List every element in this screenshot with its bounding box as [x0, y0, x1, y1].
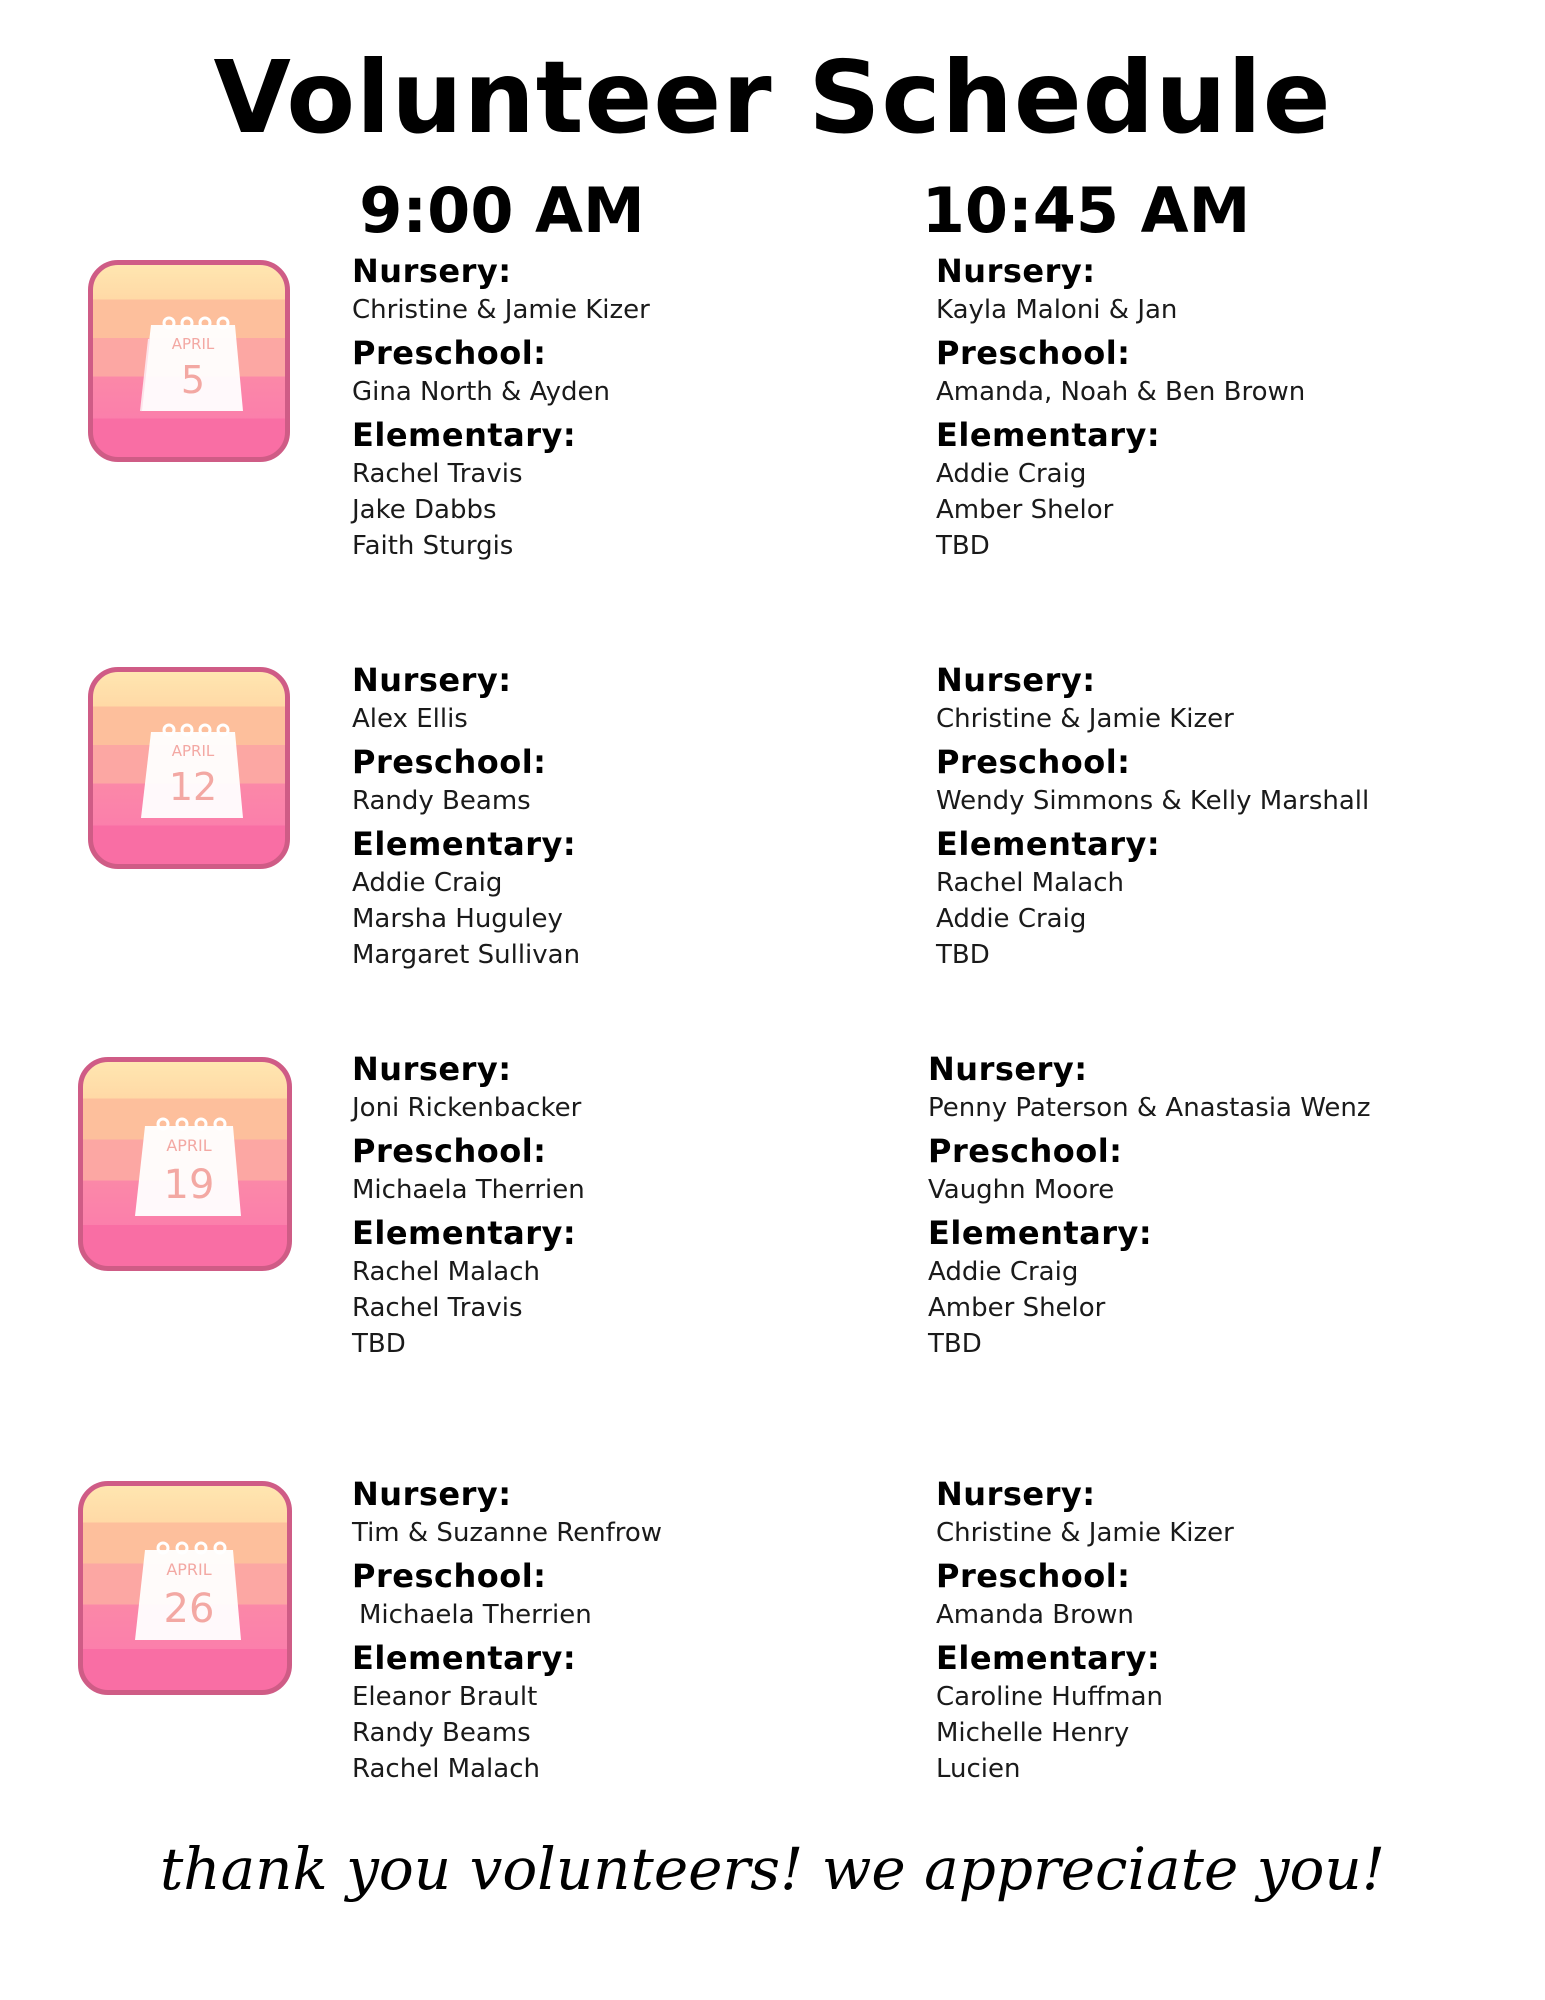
elementary-volunteer: Rachel Malach: [352, 1257, 540, 1287]
nursery-label: Nursery:: [352, 1050, 512, 1088]
time-header-1045: 10:45 AM: [921, 174, 1251, 247]
nursery-label: Nursery:: [936, 252, 1096, 290]
elementary-volunteer: TBD: [936, 531, 990, 561]
elementary-volunteer: Addie Craig: [936, 459, 1087, 489]
calendar-day: 26: [163, 1586, 215, 1632]
preschool-volunteer: Wendy Simmons & Kelly Marshall: [936, 786, 1370, 816]
calendar-month: APRIL: [166, 1136, 212, 1155]
preschool-label: Preschool:: [352, 334, 547, 372]
slot-w2-900: [352, 663, 912, 973]
preschool-volunteer: Randy Beams: [352, 786, 531, 816]
slot-w1-1045: [936, 254, 1496, 564]
nursery-label: Nursery:: [352, 661, 512, 699]
nursery-volunteer: Christine & Jamie Kizer: [936, 1518, 1234, 1548]
calendar-icon-april-5: [88, 260, 290, 462]
calendar-icon-april-26: [78, 1481, 292, 1695]
nursery-volunteer: Joni Rickenbacker: [352, 1093, 582, 1123]
nursery-volunteer: Christine & Jamie Kizer: [352, 295, 650, 325]
nursery-volunteer: Kayla Maloni & Jan: [936, 295, 1178, 325]
elementary-volunteer: Margaret Sullivan: [352, 940, 581, 970]
preschool-volunteer: Vaughn Moore: [928, 1175, 1115, 1205]
elementary-volunteer: Rachel Travis: [352, 1293, 523, 1323]
preschool-volunteer: Amanda Brown: [936, 1600, 1134, 1630]
elementary-volunteer: Addie Craig: [936, 904, 1087, 934]
slot-w3-900: [352, 1052, 912, 1362]
time-header-900: 9:00 AM: [359, 174, 645, 247]
slot-w4-900: [352, 1477, 912, 1787]
calendar-month: APRIL: [171, 335, 215, 353]
preschool-label: Preschool:: [928, 1132, 1123, 1170]
calendar-icon-april-19: [78, 1057, 292, 1271]
elementary-label: Elementary:: [936, 416, 1161, 454]
elementary-volunteer: Rachel Malach: [352, 1754, 540, 1784]
elementary-volunteer: Faith Sturgis: [352, 531, 514, 561]
preschool-label: Preschool:: [936, 334, 1131, 372]
preschool-volunteer: Gina North & Ayden: [352, 377, 610, 407]
elementary-label: Elementary:: [936, 1639, 1161, 1677]
preschool-label: Preschool:: [352, 1132, 547, 1170]
nursery-volunteer: Penny Paterson & Anastasia Wenz: [928, 1093, 1371, 1123]
thank-you-message: thank you volunteers! we appreciate you!: [159, 1835, 1386, 1903]
calendar-icon-april-12: [88, 667, 290, 869]
elementary-volunteer: Rachel Travis: [352, 459, 523, 489]
elementary-volunteer: Addie Craig: [352, 868, 503, 898]
elementary-volunteer: Randy Beams: [352, 1718, 531, 1748]
nursery-volunteer: Alex Ellis: [352, 704, 468, 734]
page-title: Volunteer Schedule: [213, 39, 1332, 156]
nursery-label: Nursery:: [352, 1475, 512, 1513]
preschool-label: Preschool:: [936, 743, 1131, 781]
nursery-volunteer: Tim & Suzanne Renfrow: [352, 1518, 663, 1548]
slot-w4-1045: [936, 1477, 1496, 1787]
elementary-volunteer: Rachel Malach: [936, 868, 1124, 898]
elementary-label: Elementary:: [352, 1639, 577, 1677]
elementary-volunteer: Amber Shelor: [928, 1293, 1106, 1323]
nursery-label: Nursery:: [936, 661, 1096, 699]
elementary-label: Elementary:: [928, 1214, 1153, 1252]
calendar-month: APRIL: [171, 742, 215, 760]
nursery-label: Nursery:: [352, 252, 512, 290]
elementary-label: Elementary:: [352, 1214, 577, 1252]
calendar-month: APRIL: [166, 1560, 212, 1579]
nursery-label: Nursery:: [936, 1475, 1096, 1513]
elementary-volunteer: TBD: [928, 1329, 982, 1359]
calendar-day: 12: [168, 765, 218, 809]
elementary-label: Elementary:: [936, 825, 1161, 863]
preschool-label: Preschool:: [936, 1557, 1131, 1595]
elementary-label: Elementary:: [352, 416, 577, 454]
elementary-volunteer: Addie Craig: [928, 1257, 1079, 1287]
preschool-label: Preschool:: [352, 743, 547, 781]
calendar-day: 19: [163, 1162, 215, 1208]
preschool-volunteer: Amanda, Noah & Ben Brown: [936, 377, 1306, 407]
elementary-label: Elementary:: [352, 825, 577, 863]
slot-w3-1045: [928, 1052, 1488, 1362]
elementary-volunteer: Caroline Huffman: [936, 1682, 1163, 1712]
elementary-volunteer: Michelle Henry: [936, 1718, 1130, 1748]
preschool-volunteer: Michaela Therrien: [352, 1175, 585, 1205]
calendar-day: 5: [180, 358, 206, 402]
slot-w1-900: [352, 254, 912, 564]
nursery-label: Nursery:: [928, 1050, 1088, 1088]
elementary-volunteer: Jake Dabbs: [352, 495, 497, 525]
slot-w2-1045: [936, 663, 1496, 973]
preschool-label: Preschool:: [352, 1557, 547, 1595]
elementary-volunteer: Eleanor Brault: [352, 1682, 538, 1712]
preschool-volunteer: Michaela Therrien: [359, 1600, 592, 1630]
elementary-volunteer: Amber Shelor: [936, 495, 1114, 525]
nursery-volunteer: Christine & Jamie Kizer: [936, 704, 1234, 734]
elementary-volunteer: TBD: [936, 940, 990, 970]
elementary-volunteer: Marsha Huguley: [352, 904, 563, 934]
elementary-volunteer: TBD: [352, 1329, 406, 1359]
elementary-volunteer: Lucien: [936, 1754, 1021, 1784]
